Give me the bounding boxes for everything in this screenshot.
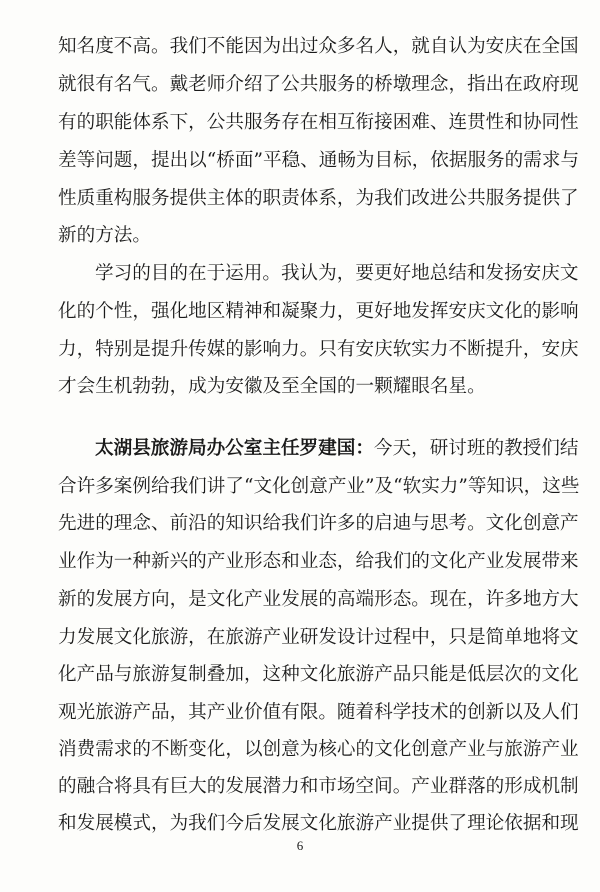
text-line: 学习的目的在于运用。我认为，要更好地总结和发扬安庆文 [95, 263, 579, 284]
text-line: 有的职能体系下，公共服务存在相互衔接困难、连贯性和协同性 [58, 112, 579, 133]
text-span: 今天，研讨班的教授们结 [373, 438, 579, 459]
text-line: 力发展文化旅游，在旅游产业研发设计过程中，只是简单地将文 [58, 627, 579, 648]
text-line [95, 434, 595, 464]
page-number: 6 [296, 838, 304, 853]
text-line: 新的发展方向，是文化产业发展的高端形态。现在，许多地方大 [58, 589, 579, 610]
text-line: 消费需求的不断变化，以创意为核心的文化创意产业与旅游产业 [58, 739, 579, 760]
text-line: 才会生机勃勃，成为安徽及至全国的一颗耀眼名星。 [58, 376, 486, 397]
text-line: 化产品与旅游复制叠加，这种文化旅游产品只能是低层次的文化 [58, 664, 579, 685]
text-line: 先进的理念、前沿的知识给我们许多的启迪与思考。文化创意产 [58, 513, 579, 534]
text-line: 化的个性，强化地区精神和凝聚力，更好地发挥安庆文化的影响 [58, 301, 579, 322]
text-line: 的融合将具有巨大的发展潜力和市场空间。产业群落的形成机制 [58, 776, 579, 797]
text-line: 力，特别是提升传媒的影响力。只有安庆软实力不断提升，安庆 [58, 339, 579, 360]
text-line: 新的方法。 [58, 225, 151, 246]
text-line: 知名度不高。我们不能因为出过众多名人，就自认为安庆在全国 [58, 36, 579, 57]
text-line: 就很有名气。戴老师介绍了公共服务的桥墩理念，指出在政府现 [58, 74, 579, 95]
speaker-name: 太湖县旅游局办公室主任罗建国： [95, 438, 374, 459]
text-line: 观光旅游产品，其产业价值有限。随着科学技术的创新以及人们 [58, 702, 579, 723]
text-line: 业作为一种新兴的产业形态和业态，给我们的文化产业发展带来 [58, 551, 579, 572]
text-line: 性质重构服务提供主体的职责体系，为我们改进公共服务提供了 [58, 188, 579, 209]
text-line: 差等问题，提出以“桥面”平稳、通畅为目标，依据服务的需求与 [58, 150, 580, 171]
text-line: 和发展模式，为我们今后发展文化旅游产业提供了理论依据和现 [58, 813, 579, 834]
text-line: 合许多案例给我们讲了“文化创意产业”及“软实力”等知识，这些 [58, 476, 580, 497]
